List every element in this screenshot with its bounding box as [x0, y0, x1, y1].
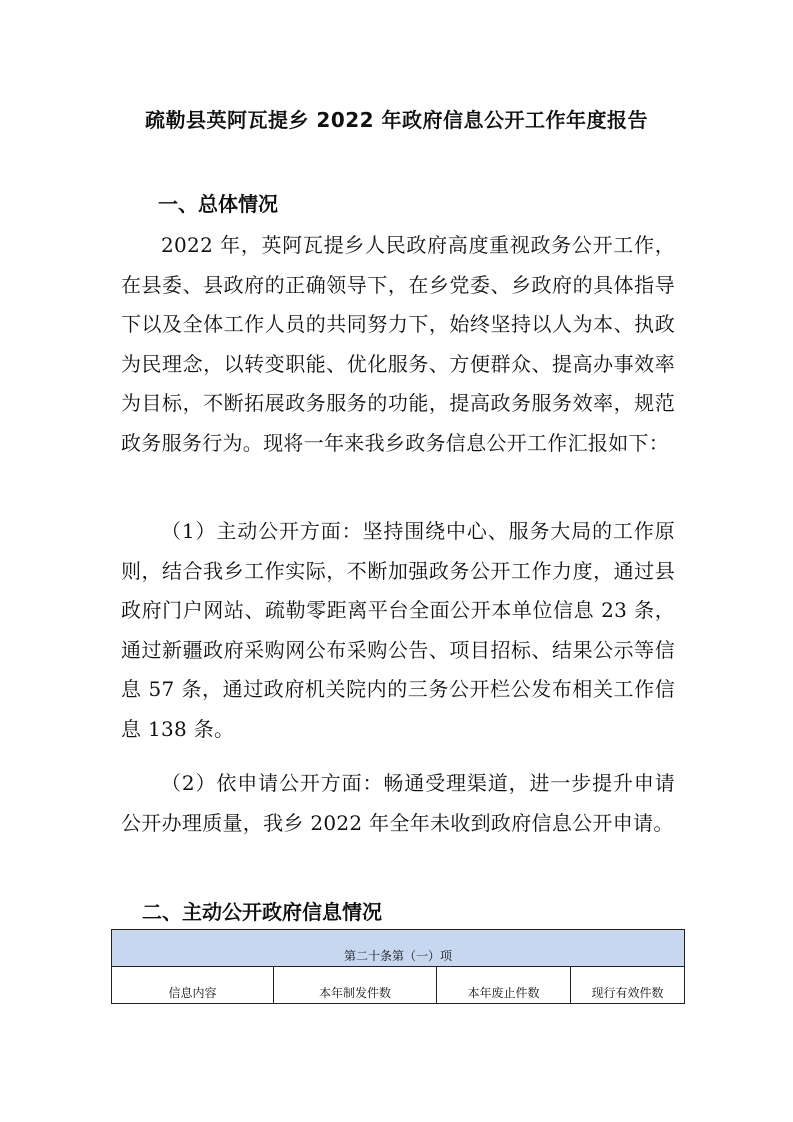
paragraph-request-disclosure: （2）依申请公开方面：畅通受理渠道，进一步提升申请公开办理质量，我乡 2022 年全年未收到政府信息公开申请。	[121, 771, 675, 835]
document-title: 疏勒县英阿瓦提乡 2022 年政府信息公开工作年度报告	[144, 108, 649, 132]
info-table	[111, 929, 685, 1004]
column-header-issued: 本年制发件数	[274, 967, 437, 1003]
paragraph-proactive-disclosure: （1）主动公开方面：坚持围绕中心、服务大局的工作原则，结合我乡工作实际，不断加强政务公开工作力度，通过县政府门户网站、疏勒零距离平台全面公开本单位信息 23 条，通过新疆政府采购网公布采购公告、项目招标、结果公示等信息 57 条，通过政府机关院内的三务公开栏公发布相关工作信息 138 条。	[121, 519, 675, 741]
section-heading-proactive-info: 二、主动公开政府信息情况	[142, 900, 382, 924]
paragraph-overview: 2022 年，英阿瓦提乡人民政府高度重视政务公开工作，在县委、县政府的正确领导下，在乡党委、乡政府的具体指导下以及全体工作人员的共同努力下，始终坚持以人为本、执政为民理念，以转变职能、优化服务、方便群众、提高办事效率为目标，不断拓展政务服务的功能，提高政务服务效率，规范政务服务行为。现将一年来我乡政务信息公开工作汇报如下：	[121, 233, 675, 455]
column-header-abolished: 本年废止件数	[437, 967, 571, 1003]
section-heading-overview: 一、总体情况	[158, 192, 278, 216]
table-column-row	[112, 967, 684, 1003]
table-header: 第二十条第（一）项	[112, 930, 684, 967]
column-header-valid: 现行有效件数	[591, 986, 664, 1000]
column-header-content: 信息内容	[112, 967, 274, 1003]
